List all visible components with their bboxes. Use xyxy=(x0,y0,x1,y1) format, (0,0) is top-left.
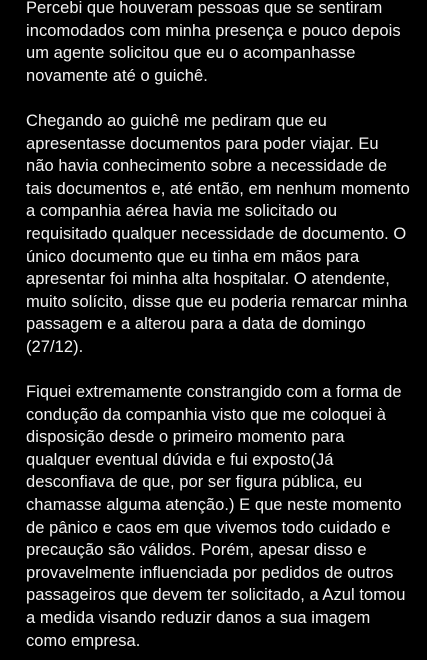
text-line: (27/12). xyxy=(26,337,84,356)
text-line: apresentasse documentos para poder viajar. Eu xyxy=(26,134,379,153)
text-line: um agente solicitou que eu o acompanhasse xyxy=(26,44,356,63)
text-line: novamente até o guichê. xyxy=(26,66,208,85)
text-line: apresentar foi minha alta hospitalar. O atendente, xyxy=(26,270,390,289)
text-line: qualquer eventual dúvida e fui exposto(Já xyxy=(26,450,334,469)
text-line: provavelmente influenciada por pedidos de outros xyxy=(26,563,394,582)
paragraph-2 xyxy=(26,110,413,359)
text-line: passagem e a alterou para a data de domingo xyxy=(26,315,366,334)
paragraph-1 xyxy=(26,0,413,87)
text-line: como empresa. xyxy=(26,631,141,650)
text-line: de pânico e caos em que vivemos todo cuidado e xyxy=(26,518,391,537)
text-line: a companhia aérea havia me solicitado ou xyxy=(26,202,338,221)
text-line: disposição desde o primeiro momento para xyxy=(26,428,345,447)
text-line: tais documentos e, até então, em nenhum momento xyxy=(26,179,410,198)
text-line: requisitado qualquer necessidade de documento. O xyxy=(26,224,407,243)
text-line: Chegando ao guichê me pediram que eu xyxy=(26,111,327,130)
text-line: incomodados com minha presença e pouco depois xyxy=(26,21,401,40)
text-line: condução da companhia visto que me coloquei à xyxy=(26,405,386,424)
text-line: Percebi que houveram pessoas que se sentiram xyxy=(26,0,383,17)
text-line: muito solícito, disse que eu poderia remarcar minha xyxy=(26,292,408,311)
text-line: desconfiava de que, por ser figura pública, eu xyxy=(26,473,363,492)
text-line: passageiros que devem ter solicitado, a Azul tomou xyxy=(26,586,406,605)
text-line: precaução são válidos. Porém, apesar disso e xyxy=(26,541,367,560)
text-line: chamasse alguma atenção.) E que neste momento xyxy=(26,496,402,515)
text-line: único documento que eu tinha em mãos para xyxy=(26,247,360,266)
paragraph-3 xyxy=(26,381,413,652)
text-line: a medida visando reduzir danos a sua imagem xyxy=(26,609,371,628)
text-line: Fiquei extremamente constrangido com a forma de xyxy=(26,383,402,402)
text-line: não havia conhecimento sobre a necessidade de xyxy=(26,157,387,176)
